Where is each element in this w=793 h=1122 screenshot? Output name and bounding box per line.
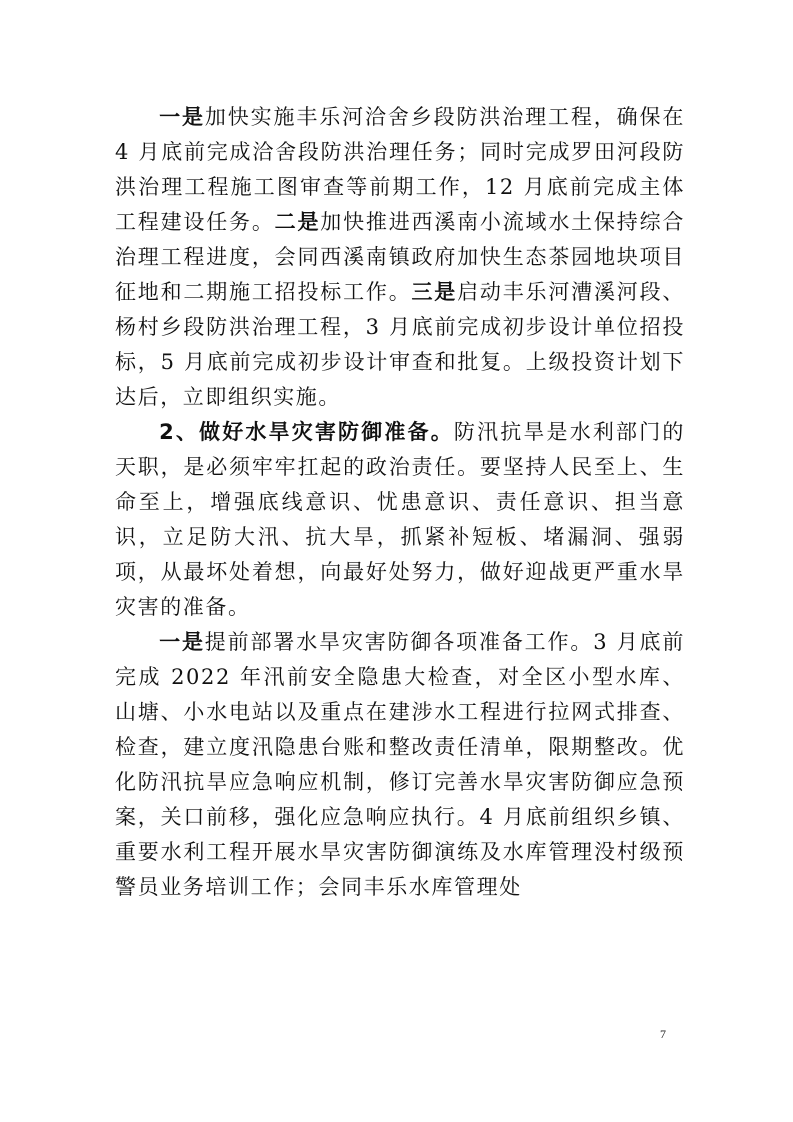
- paragraph-text: 加快推进西溪南小流域水土保持综合治理工程进度，会同西溪南镇政府加快生态茶园地块项目征地和二期施工招投标工作。: [115, 210, 685, 304]
- bold-lead: 二是: [274, 210, 321, 234]
- paragraph-text: 启动丰乐河漕溪河段、杨村乡段防洪治理工程，3 月底前完成初步设计单位招投标，5 月底前完成初步设计审查和批复。上级投资计划下达后，立即组织实施。: [115, 280, 685, 409]
- bold-lead: 一是: [159, 630, 205, 654]
- body-text: [115, 100, 685, 905]
- paragraph-flood-control-projects: [115, 100, 685, 415]
- paragraph-preparation-work: [115, 625, 685, 905]
- paragraph-text: 提前部署水旱灾害防御各项准备工作。3 月底前完成 2022 年汛前安全隐患大检查，对全区小型水库、山塘、小水电站以及重点在建涉水工程进行拉网式排查、检查，建立度汛隐患台账和整改责任清单，限期整改。优化防汛抗旱应急响应机制，修订完善水旱灾害防御应急预案，关口前移，强化应急响应执行。4 月底前组织乡镇、重要水利工程开展水旱灾害防御演练及水库管理没村级预警员业务培训工作；会同丰乐水库管理处: [115, 630, 686, 899]
- bold-lead: 三是: [411, 280, 458, 304]
- section-heading: 2、做好水旱灾害防御准备。: [159, 420, 454, 444]
- page-number: 7: [660, 1027, 666, 1041]
- paragraph-disaster-prevention-heading: [115, 415, 685, 625]
- paragraph-text: 防汛抗旱是水利部门的天职，是必须牢牢扛起的政治责任。要坚持人民至上、生命至上，增强底线意识、忧患意识、责任意识、担当意识，立足防大汛、抗大旱，抓紧补短板、堵漏洞、强弱项，从最坏处着想，向最好处努力，做好迎战更严重水旱灾害的准备。: [115, 420, 685, 619]
- paragraph-text: 加快实施丰乐河洽舍乡段防洪治理工程，确保在 4 月底前完成洽舍段防洪治理任务；同时完成罗田河段防洪治理工程施工图审查等前期工作，12 月底前完成主体工程建设任务。: [115, 105, 685, 234]
- bold-lead: 一是: [159, 105, 205, 129]
